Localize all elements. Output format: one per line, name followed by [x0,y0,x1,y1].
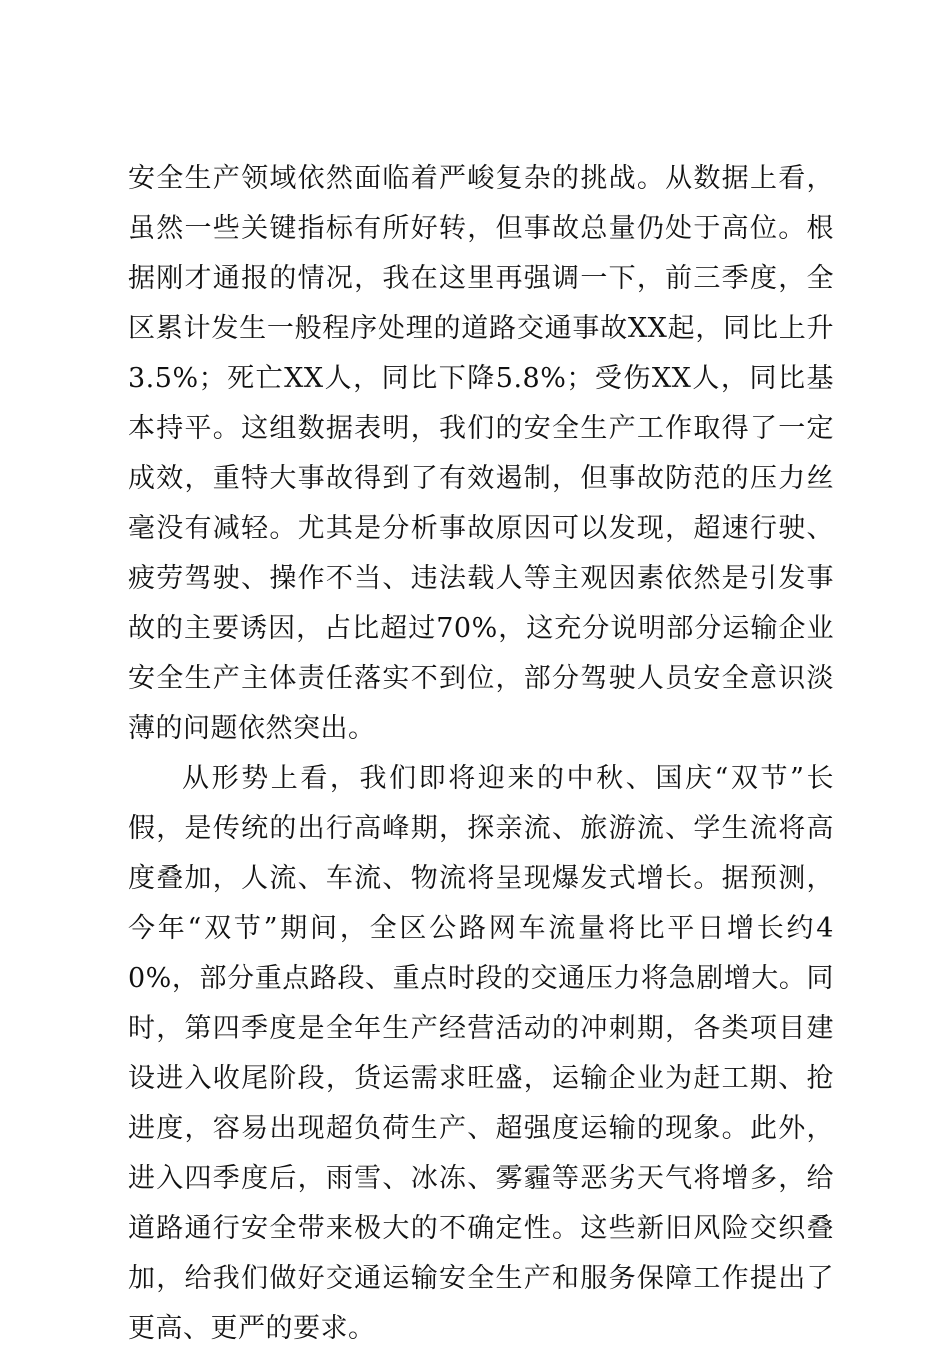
document-body [128,154,834,1354]
paragraph-holiday-traffic-situation: 从形势上看，我们即将迎来的中秋、国庆“双节”长假，是传统的出行高峰期，探亲流、旅游流、学生流将高度叠加，人流、车流、物流将呈现爆发式增长。据预测，今年“双节”期间，全区公路网车流量将比平日增长约40%，部分重点路段、重点时段的交通压力将急剧增大。同时，第四季度是全年生产经营活动的冲刺期，各类项目建设进入收尾阶段，货运需求旺盛，运输企业为赶工期、抢进度，容易出现超负荷生产、超强度运输的现象。此外，进入四季度后，雨雪、冰冻、雾霾等恶劣天气将增多，给道路通行安全带来极大的不确定性。这些新旧风险交织叠加，给我们做好交通运输安全生产和服务保障工作提出了更高、更严的要求。 [128,763,834,1344]
paragraph-safety-production-data: 安全生产领域依然面临着严峻复杂的挑战。从数据上看，虽然一些关键指标有所好转，但事故总量仍处于高位。根据刚才通报的情况，我在这里再强调一下，前三季度，全区累计发生一般程序处理的道路交通事故XX起，同比上升3.5%；死亡XX人，同比下降5.8%；受伤XX人，同比基本持平。这组数据表明，我们的安全生产工作取得了一定成效，重特大事故得到了有效遏制，但事故防范的压力丝毫没有减轻。尤其是分析事故原因可以发现，超速行驶、疲劳驾驶、操作不当、违法载人等主观因素依然是引发事故的主要诱因，占比超过70%，这充分说明部分运输企业安全生产主体责任落实不到位，部分驾驶人员安全意识淡薄的问题依然突出。 [128,163,834,744]
